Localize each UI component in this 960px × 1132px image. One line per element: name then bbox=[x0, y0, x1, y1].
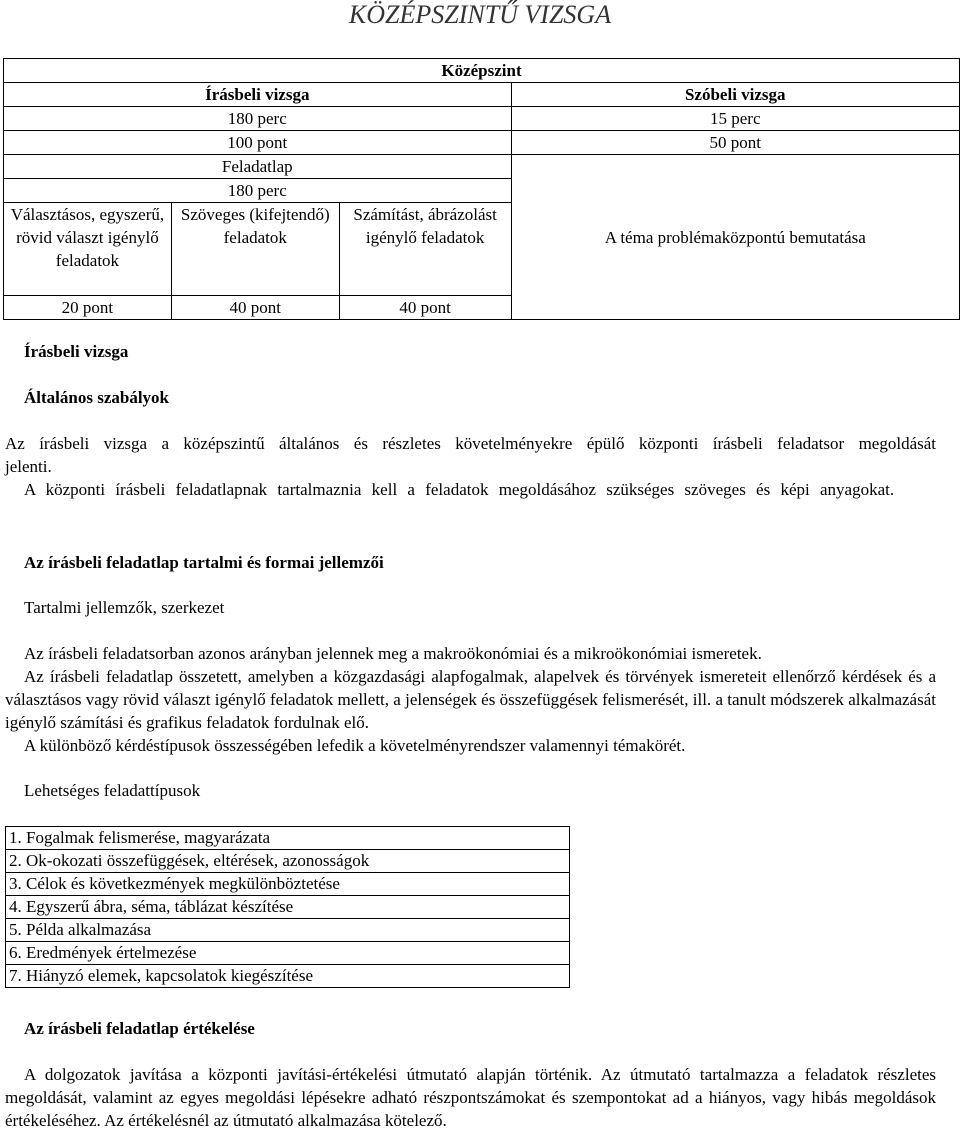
list-item: 3. Célok és következmények megkülönböztetése bbox=[6, 873, 570, 896]
list-item: 5. Példa alkalmazása bbox=[6, 919, 570, 942]
task-types-list bbox=[5, 826, 570, 988]
list-item: 7. Hiányzó elemek, kapcsolatok kiegészítése bbox=[6, 965, 570, 988]
task-type-calculation: Számítást, ábrázolást igénylő feladatok bbox=[339, 203, 511, 296]
oral-time: 15 perc bbox=[511, 107, 959, 131]
task-type-choice: Választásos, egyszerű, rövid választ igénylő feladatok bbox=[4, 203, 172, 296]
list-item: 2. Ok-okozati összefüggések, eltérések, azonosságok bbox=[6, 850, 570, 873]
heading-general-rules: Általános szabályok bbox=[24, 388, 169, 407]
paragraph-content-1: Az írásbeli feladatsorban azonos arányban jelennek meg a makroökonómiai és a mikroökonómiai ismeretek. bbox=[24, 644, 762, 663]
oral-exam-header: Szóbeli vizsga bbox=[511, 83, 959, 107]
paragraph-content-3: A különböző kérdéstípusok összességében lefedik a követelményrendszer valamennyi témakörét. bbox=[24, 736, 686, 755]
oral-points: 50 pont bbox=[511, 131, 959, 155]
paragraph-evaluation: A dolgozatok javítása a központi javítási-értékelési útmutató alapján történik. Az útmutató tartalmazza a feladatok részletes megoldását, valamint az egyes megoldási lépésekre adható részpontszámokat és szempontokat ad a hiányos, vagy hibás megoldások értékeléséhez. Az értékelésnél az útmutató alkalmazása kötelező. bbox=[5, 1065, 936, 1130]
page-title: KÖZÉPSZINTŰ VIZSGA bbox=[348, 0, 612, 29]
written-time: 180 perc bbox=[4, 107, 512, 131]
paragraph-content-2: Az írásbeli feladatlap összetett, amelyben a közgazdasági alapfogalmak, alapelvek és törvények ismereteit ellenőrző kérdések és a választásos vagy rövid választ igénylő feladatok mellett, a jelenségek és összefüggések felismerését, ill. a tanult módszerek alkalmazását igénylő számítási és grafikus feladatok fordulnak elő. bbox=[5, 667, 936, 732]
heading-sheet-features: Az írásbeli feladatlap tartalmi és formai jellemzői bbox=[24, 553, 384, 572]
list-item: 1. Fogalmak felismerése, magyarázata bbox=[6, 827, 570, 850]
list-item: 6. Eredmények értelmezése bbox=[6, 942, 570, 965]
paragraph-general-1: Az írásbeli vizsga a középszintű általános és részletes követelményekre épülő központi írásbeli feladatsor megoldását jelenti. bbox=[5, 434, 936, 476]
written-points: 100 pont bbox=[4, 131, 512, 155]
subheading-content: Tartalmi jellemzők, szerkezet bbox=[24, 598, 225, 617]
sheet-label: Feladatlap bbox=[4, 155, 512, 179]
subheading-task-types: Lehetséges feladattípusok bbox=[24, 781, 201, 800]
calculation-points: 40 pont bbox=[339, 296, 511, 320]
level-header: Középszint bbox=[4, 59, 960, 83]
heading-written-exam: Írásbeli vizsga bbox=[24, 342, 129, 361]
task-type-essay: Szöveges (kifejtendő) feladatok bbox=[171, 203, 339, 296]
heading-evaluation: Az írásbeli feladatlap értékelése bbox=[24, 1019, 255, 1038]
exam-structure-table bbox=[3, 58, 960, 320]
written-exam-header: Írásbeli vizsga bbox=[4, 83, 512, 107]
list-item: 4. Egyszerű ábra, séma, táblázat készítése bbox=[6, 896, 570, 919]
sheet-time: 180 perc bbox=[4, 179, 512, 203]
oral-task: A téma problémaközpontú bemutatása bbox=[511, 155, 959, 320]
choice-points: 20 pont bbox=[4, 296, 172, 320]
paragraph-general-2: A központi írásbeli feladatlapnak tartalmaznia kell a feladatok megoldásához szükséges szöveges és képi anyagokat. bbox=[24, 480, 895, 499]
essay-points: 40 pont bbox=[171, 296, 339, 320]
